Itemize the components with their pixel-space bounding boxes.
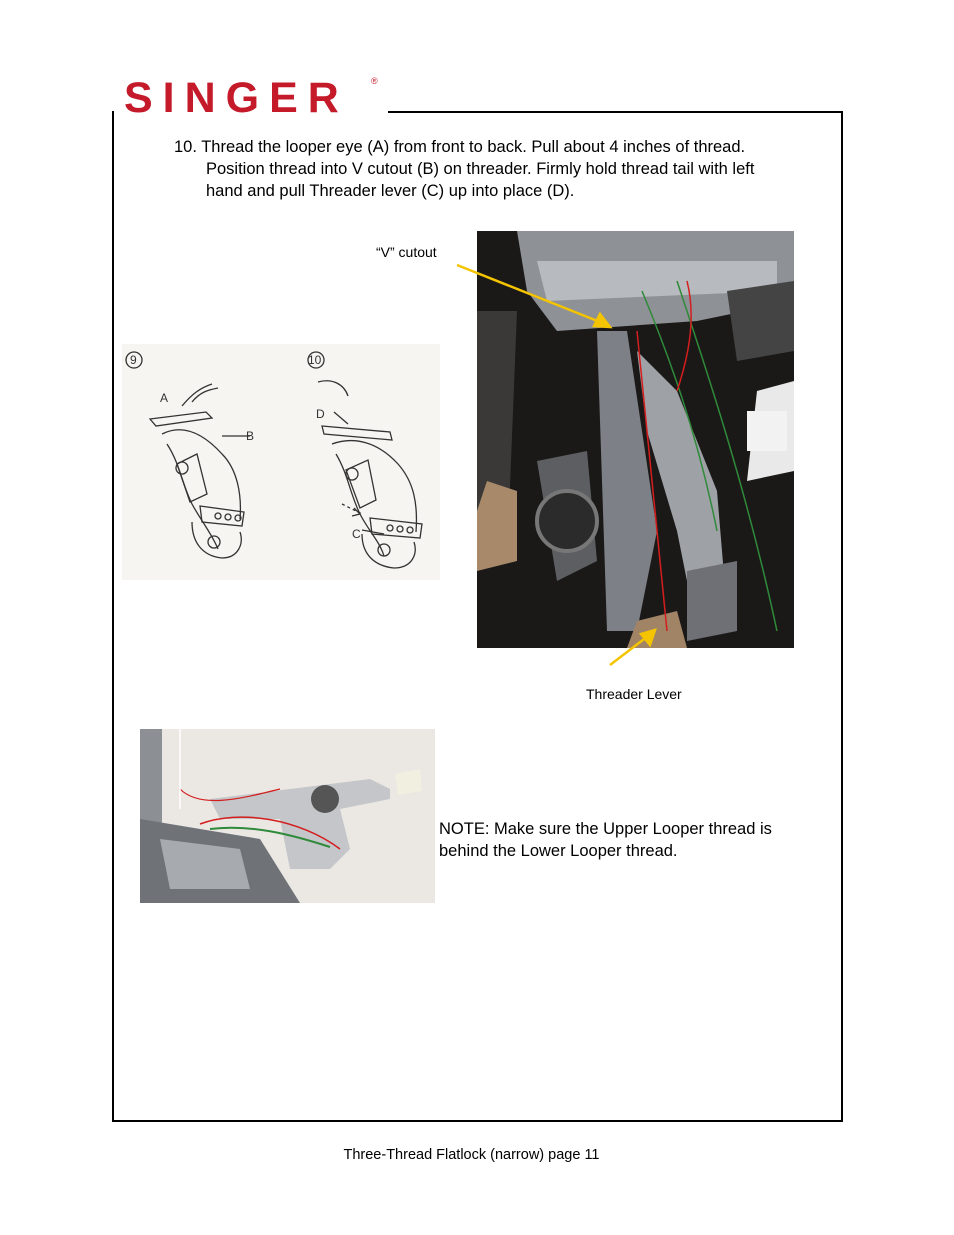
- v-cutout-label: “V” cutout: [376, 244, 437, 260]
- label-c: C: [352, 527, 361, 541]
- step-line-2: Position thread into V cutout (B) on threader. Firmly hold thread tail with left: [206, 160, 755, 178]
- threading-illustration: [122, 344, 440, 580]
- threading-diagram: [122, 344, 440, 580]
- label-b: B: [246, 429, 255, 443]
- note-line-1: NOTE: Make sure the Upper Looper thread is: [439, 820, 772, 838]
- label-d: D: [316, 407, 325, 421]
- step-line-3: hand and pull Threader lever (C) up into place (D).: [206, 182, 575, 200]
- logo-text: SINGER: [124, 74, 349, 118]
- step-line-1: 10. Thread the looper eye (A) from front to back. Pull about 4 inches of thread.: [174, 138, 746, 156]
- threader-photo-graphic: [477, 231, 794, 648]
- looper-photo: [140, 729, 435, 903]
- threader-lever-label: Threader Lever: [586, 686, 682, 702]
- registered-mark: ®: [371, 76, 378, 86]
- looper-photo-graphic: [140, 729, 435, 903]
- fig10-number: 10: [308, 353, 322, 367]
- threader-photo: [477, 231, 794, 648]
- note-line-2: behind the Lower Looper thread.: [439, 842, 678, 860]
- note-text: [439, 818, 839, 862]
- step-instructions: [174, 136, 844, 202]
- page-footer: Three-Thread Flatlock (narrow) page 11: [343, 1147, 600, 1163]
- label-a: A: [160, 391, 169, 405]
- fig9-number: 9: [130, 353, 137, 367]
